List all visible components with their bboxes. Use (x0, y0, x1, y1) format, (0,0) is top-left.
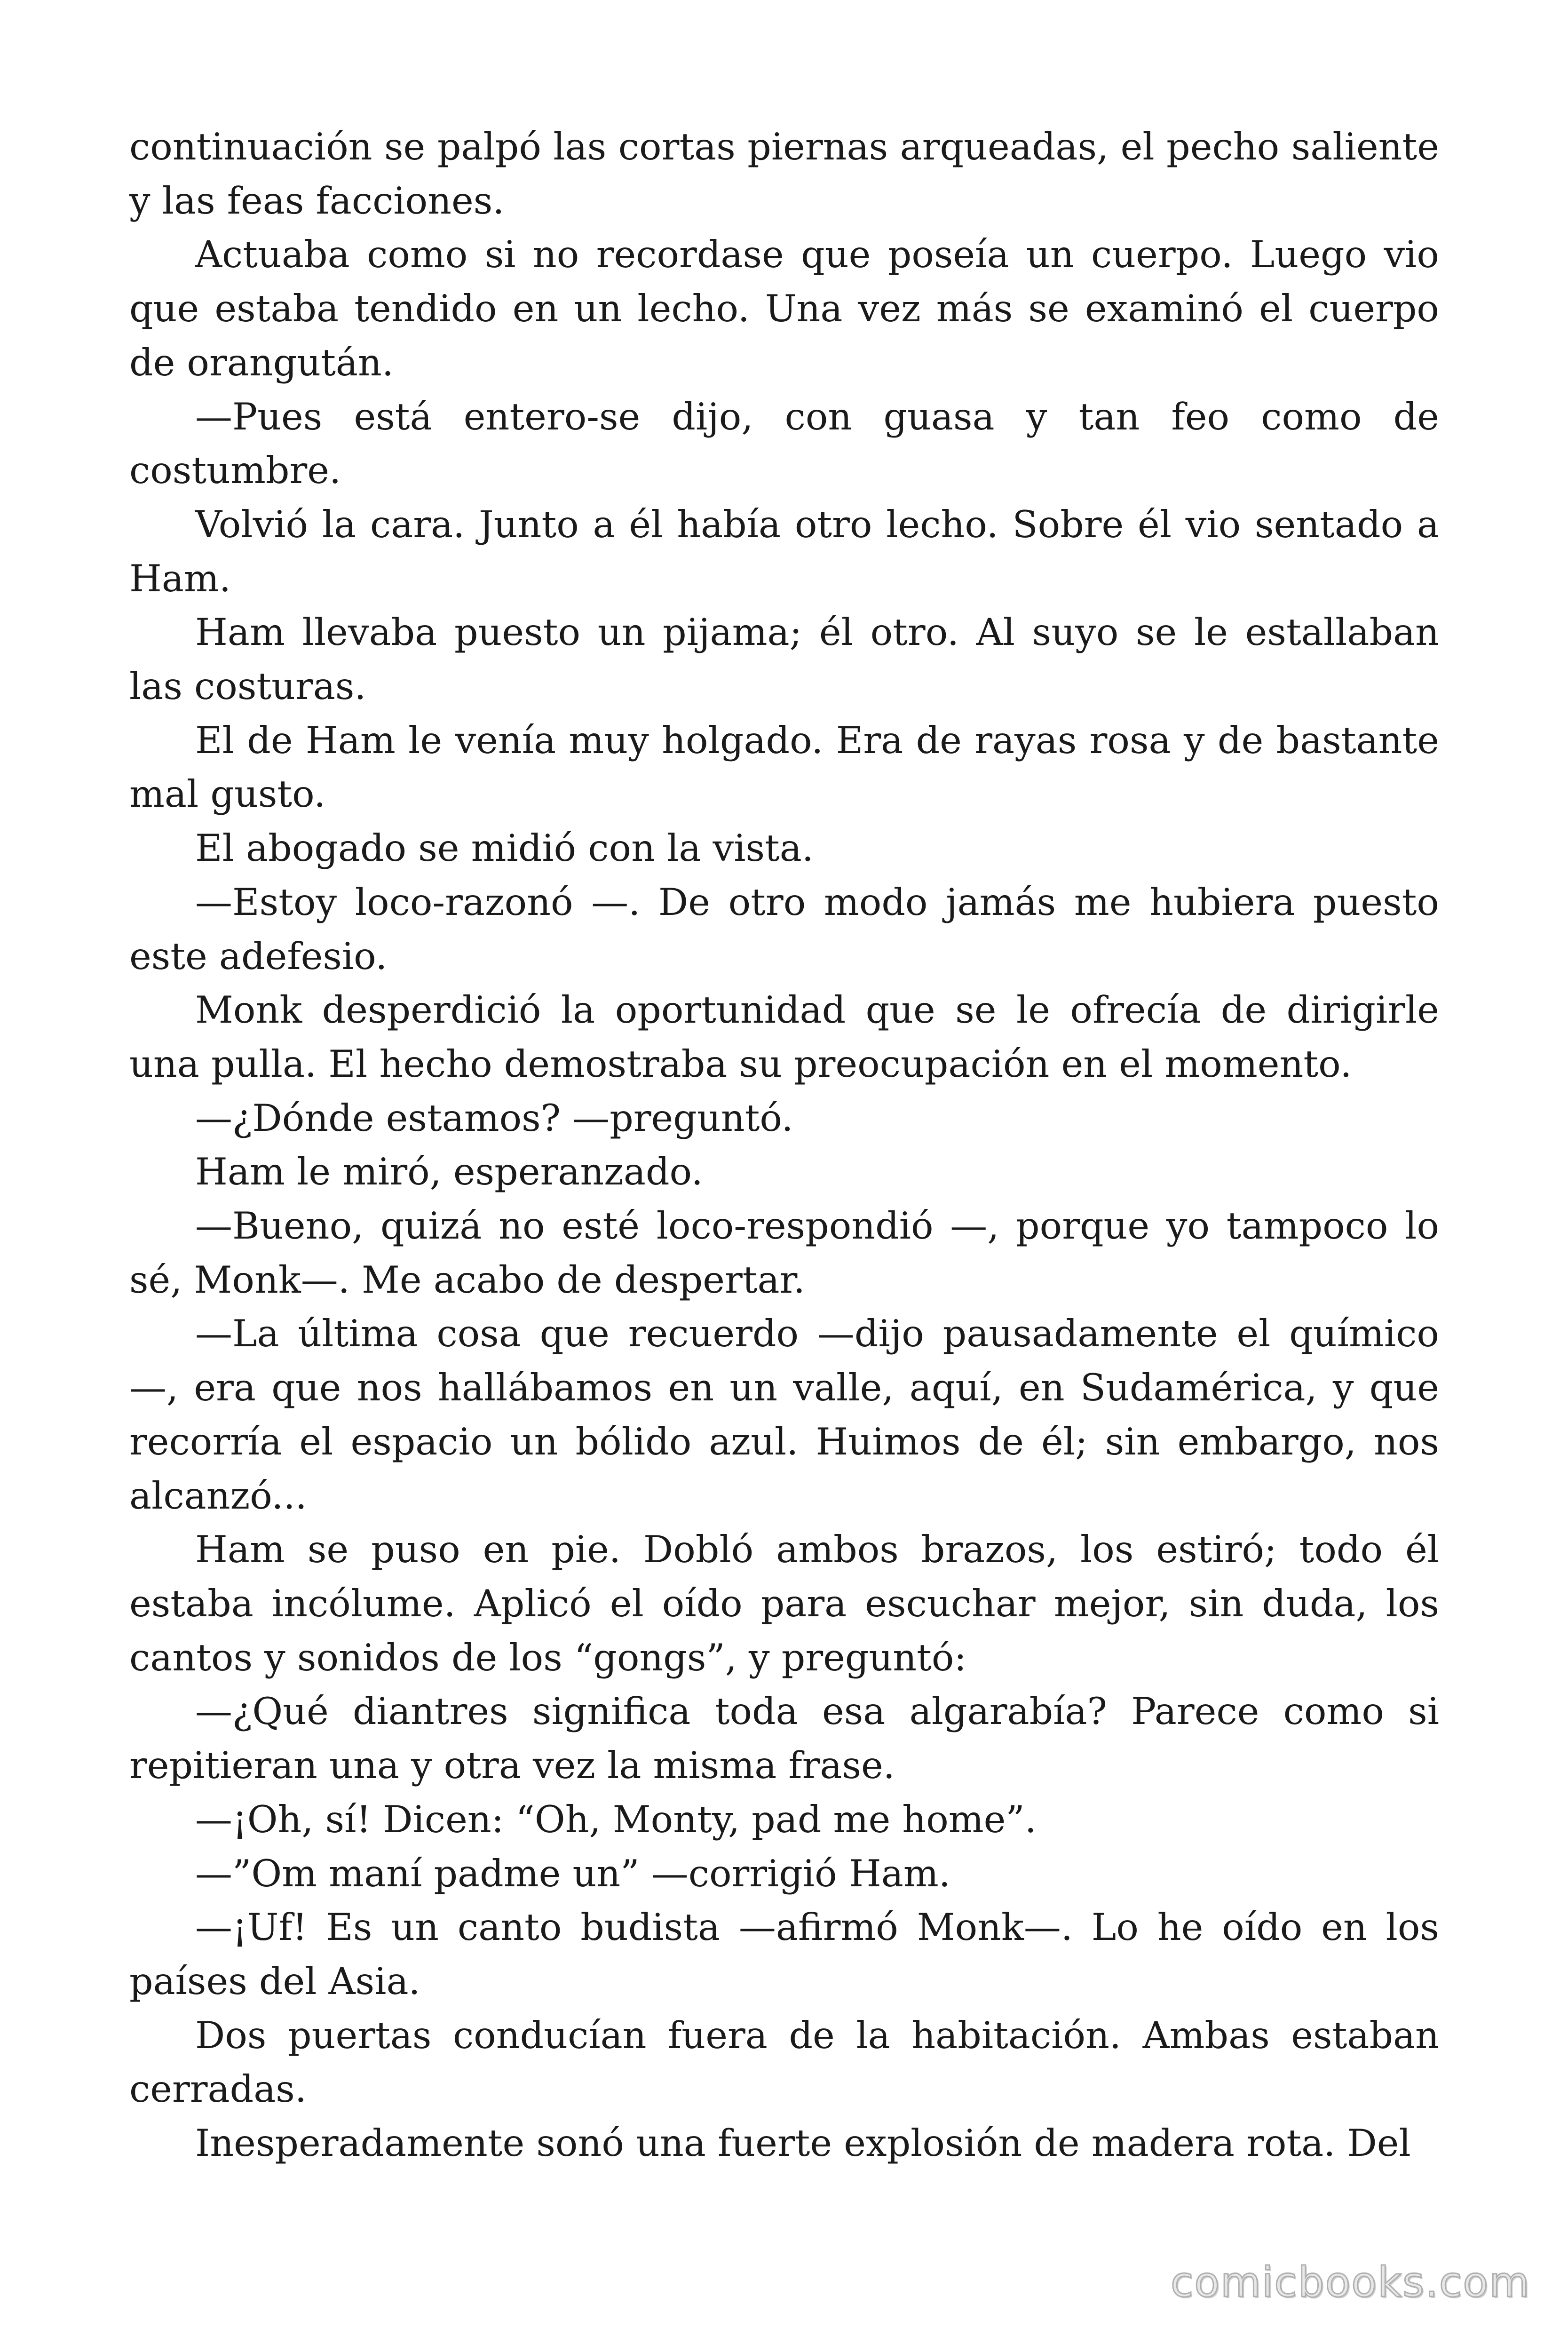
paragraph: —La última cosa que recuerdo —dijo pausadamente el químico —, era que nos hallábamos en un valle, aquí, en Sudamérica, y que recorría el espacio un bólido azul. Huimos de él; sin embargo, nos alcanzó... (129, 1312, 1439, 1518)
paragraph: Ham le miró, esperanzado. (195, 1150, 703, 1194)
paragraph: —¡Oh, sí! Dicen: “Oh, Monty, pad me home”. (195, 1797, 1037, 1841)
paragraph: continuación se palpó las cortas piernas arqueadas, el pecho saliente y las feas facciones. (129, 125, 1439, 222)
paragraph: El de Ham le venía muy holgado. Era de rayas rosa y de bastante mal gusto. (129, 718, 1439, 816)
paragraph: —¿Dónde estamos? —preguntó. (195, 1096, 793, 1140)
paragraph: Actuaba como si no recordase que poseía un cuerpo. Luego vio que estaba tendido en un lecho. Una vez más se examinó el cuerpo de orangután. (129, 233, 1439, 384)
paragraph: —Estoy loco-razonó —. De otro modo jamás me hubiera puesto este adefesio. (129, 880, 1439, 978)
paragraph: Dos puertas conducían fuera de la habitación. Ambas estaban cerradas. (129, 2013, 1439, 2111)
paragraph: Volvió la cara. Junto a él había otro lecho. Sobre él vio sentado a Ham. (129, 502, 1439, 600)
paragraph: Monk desperdició la oportunidad que se le ofrecía de dirigirle una pulla. El hecho demostraba su preocupación en el momento. (129, 988, 1439, 1086)
paragraph: —Bueno, quizá no esté loco-respondió —, porque yo tampoco lo sé, Monk—. Me acabo de despertar. (129, 1204, 1439, 1302)
book-page-text (129, 120, 1439, 2170)
watermark: comicbooks.com (1170, 2258, 1530, 2306)
paragraph: —¡Uf! Es un canto budista —afirmó Monk—. Lo he oído en los países del Asia. (129, 1906, 1439, 2003)
paragraph: Inesperadamente sonó una fuerte explosión de madera rota. Del (195, 2122, 1411, 2165)
paragraph: —¿Qué diantres significa toda esa algarabía? Parece como si repitieran una y otra vez la misma frase. (129, 1690, 1439, 1788)
paragraph: Ham se puso en pie. Dobló ambos brazos, los estiró; todo él estaba incólume. Aplicó el oído para escuchar mejor, sin duda, los cantos y sonidos de los “gongs”, y preguntó: (129, 1528, 1439, 1679)
paragraph: Ham llevaba puesto un pijama; él otro. Al suyo se le estallaban las costuras. (129, 611, 1439, 708)
paragraph: —Pues está entero-se dijo, con guasa y tan feo como de costumbre. (129, 395, 1439, 493)
paragraph: El abogado se midió con la vista. (195, 826, 814, 870)
paragraph: —”Om maní padme un” —corrigió Ham. (195, 1851, 950, 1895)
